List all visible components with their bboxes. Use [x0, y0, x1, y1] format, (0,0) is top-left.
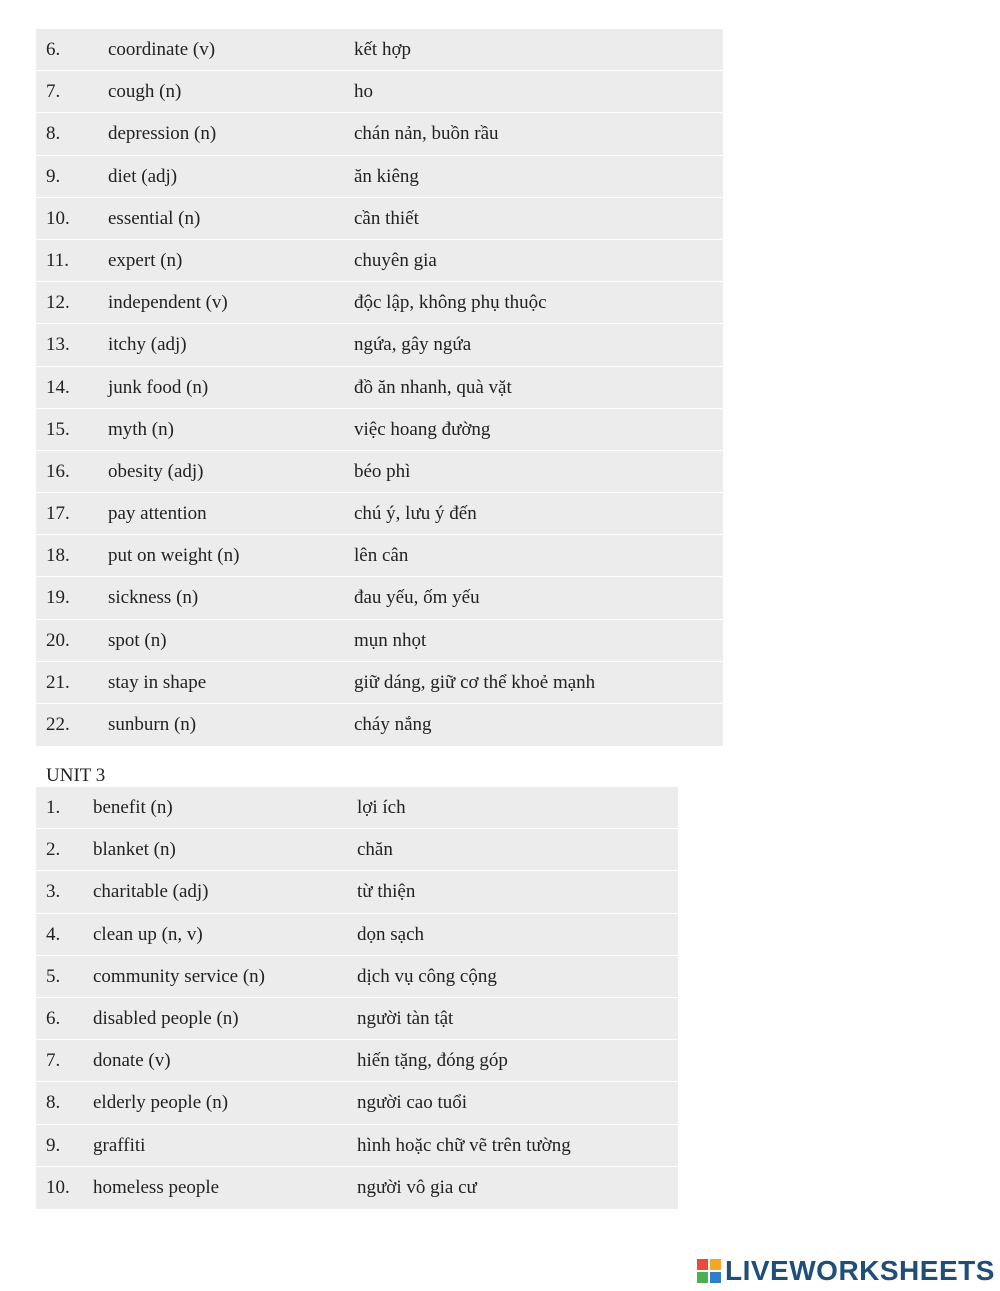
- vocab-term: stay in shape: [108, 671, 207, 693]
- row-number: 22.: [46, 714, 70, 735]
- vocab-table-unit3: [36, 787, 678, 1209]
- table-row: [36, 620, 723, 662]
- unit-heading: UNIT 3: [46, 765, 106, 786]
- vocab-term: sunburn (n): [108, 714, 197, 735]
- vocab-term: cough (n): [108, 81, 182, 103]
- vocab-meaning: cháy nắng: [354, 714, 432, 735]
- logo-square-2: [710, 1259, 721, 1270]
- vocab-term: put on weight (n): [108, 545, 240, 567]
- vocab-meaning: từ thiện: [357, 881, 416, 903]
- row-number: 6.: [46, 1007, 61, 1029]
- table-row: [36, 113, 723, 155]
- row-number: 9.: [46, 1134, 61, 1156]
- vocab-term: coordinate (v): [108, 39, 216, 60]
- logo-square-3: [697, 1272, 708, 1283]
- row-number: 17.: [46, 503, 70, 525]
- table-row: [36, 829, 678, 871]
- table-row: [36, 240, 723, 282]
- vocab-term: homeless people: [93, 1176, 220, 1198]
- vocab-meaning: giữ dáng, giữ cơ thể khoẻ mạnh: [354, 671, 596, 693]
- row-number: 5.: [46, 965, 61, 987]
- logo-text: LIVEWORKSHEETS: [725, 1255, 995, 1286]
- table-row: [36, 535, 723, 577]
- vocab-meaning: chuyên gia: [354, 249, 437, 271]
- vocab-term: sickness (n): [108, 587, 199, 609]
- vocab-term: pay attention: [108, 503, 207, 525]
- vocab-term: elderly people (n): [93, 1092, 229, 1114]
- table-row: [36, 787, 678, 829]
- vocab-term: blanket (n): [93, 839, 176, 861]
- liveworksheets-logo-icon: [697, 1259, 721, 1283]
- row-number: 6.: [46, 39, 61, 60]
- row-number: 10.: [46, 1176, 70, 1198]
- vocab-term: itchy (adj): [108, 334, 187, 356]
- vocab-meaning: người cao tuổi: [357, 1092, 468, 1114]
- row-number: 1.: [46, 797, 61, 818]
- row-number: 20.: [46, 629, 70, 651]
- table-row: [36, 662, 723, 704]
- row-number: 9.: [46, 165, 61, 187]
- vocab-term: benefit (n): [93, 797, 173, 818]
- table-row: [36, 71, 723, 113]
- table-row: [36, 451, 723, 493]
- vocab-term: community service (n): [93, 965, 266, 987]
- vocab-meaning: việc hoang đường: [354, 418, 491, 440]
- vocab-meaning: ngứa, gây ngứa: [354, 334, 472, 356]
- row-number: 2.: [46, 839, 61, 861]
- row-number: 10.: [46, 207, 70, 229]
- table-row: [36, 409, 723, 451]
- vocab-meaning: độc lập, không phụ thuộc: [354, 292, 547, 314]
- table-row: [36, 914, 678, 956]
- vocab-meaning: lên cân: [354, 545, 409, 567]
- table-row: [36, 1125, 678, 1167]
- row-number: 16.: [46, 460, 70, 482]
- row-number: 19.: [46, 587, 70, 609]
- vocab-term: diet (adj): [108, 165, 178, 187]
- vocab-term: graffiti: [93, 1134, 146, 1156]
- vocab-meaning: đồ ăn nhanh, quà vặt: [354, 376, 512, 398]
- vocab-meaning: hình hoặc chữ vẽ trên tường: [357, 1134, 571, 1156]
- row-number: 7.: [46, 81, 61, 103]
- vocab-meaning: ho: [354, 81, 373, 103]
- vocab-meaning: cần thiết: [354, 207, 419, 229]
- vocab-term: spot (n): [108, 629, 167, 651]
- table-row: [36, 871, 678, 913]
- row-number: 12.: [46, 292, 70, 314]
- table-row: [36, 1040, 678, 1082]
- table-row: [36, 956, 678, 998]
- vocab-meaning: lợi ích: [357, 797, 406, 818]
- vocab-meaning: hiến tặng, đóng góp: [357, 1050, 508, 1072]
- vocab-term: obesity (adj): [108, 460, 204, 482]
- row-number: 4.: [46, 923, 61, 945]
- logo-square-4: [710, 1272, 721, 1283]
- vocab-meaning: kết hợp: [354, 39, 412, 60]
- table-row: [36, 493, 723, 535]
- table-row: [36, 1167, 678, 1209]
- vocab-term: clean up (n, v): [93, 923, 203, 945]
- vocab-meaning: chú ý, lưu ý đến: [354, 503, 477, 525]
- vocab-term: myth (n): [108, 418, 174, 440]
- table-row: [36, 29, 723, 71]
- row-number: 8.: [46, 1092, 61, 1114]
- table-row: [36, 704, 723, 746]
- table-row: [36, 156, 723, 198]
- table-row: [36, 367, 723, 409]
- liveworksheets-logo: [697, 1254, 995, 1288]
- vocab-meaning: dọn sạch: [357, 923, 425, 945]
- table-row: [36, 577, 723, 619]
- row-number: 14.: [46, 376, 70, 398]
- row-number: 7.: [46, 1050, 61, 1072]
- vocab-term: charitable (adj): [93, 881, 209, 903]
- vocab-meaning: ăn kiêng: [354, 165, 419, 187]
- row-number: 8.: [46, 123, 61, 145]
- vocab-meaning: mụn nhọt: [354, 629, 427, 651]
- table-row: [36, 998, 678, 1040]
- vocab-meaning: người tàn tật: [357, 1007, 454, 1029]
- vocab-meaning: béo phì: [354, 460, 411, 482]
- logo-square-1: [697, 1259, 708, 1270]
- row-number: 13.: [46, 334, 70, 356]
- vocab-term: expert (n): [108, 249, 183, 271]
- vocab-meaning: dịch vụ công cộng: [357, 965, 497, 987]
- vocab-meaning: người vô gia cư: [357, 1176, 477, 1198]
- vocab-term: donate (v): [93, 1050, 171, 1072]
- vocab-term: independent (v): [108, 292, 228, 314]
- vocab-term: disabled people (n): [93, 1007, 239, 1029]
- table-row: [36, 198, 723, 240]
- table-row: [36, 324, 723, 366]
- row-number: 11.: [46, 249, 70, 271]
- vocab-term: junk food (n): [108, 376, 209, 398]
- row-number: 21.: [46, 671, 70, 693]
- row-number: 18.: [46, 545, 70, 567]
- vocab-table-unit2: [36, 29, 723, 746]
- vocab-meaning: chán nản, buồn rầu: [354, 123, 499, 145]
- vocab-meaning: chăn: [357, 839, 393, 861]
- table-row: [36, 282, 723, 324]
- vocab-meaning: đau yếu, ốm yếu: [354, 587, 480, 609]
- table-row: [36, 1082, 678, 1124]
- vocab-term: depression (n): [108, 123, 217, 145]
- row-number: 15.: [46, 418, 70, 440]
- row-number: 3.: [46, 881, 61, 903]
- vocab-term: essential (n): [108, 207, 201, 229]
